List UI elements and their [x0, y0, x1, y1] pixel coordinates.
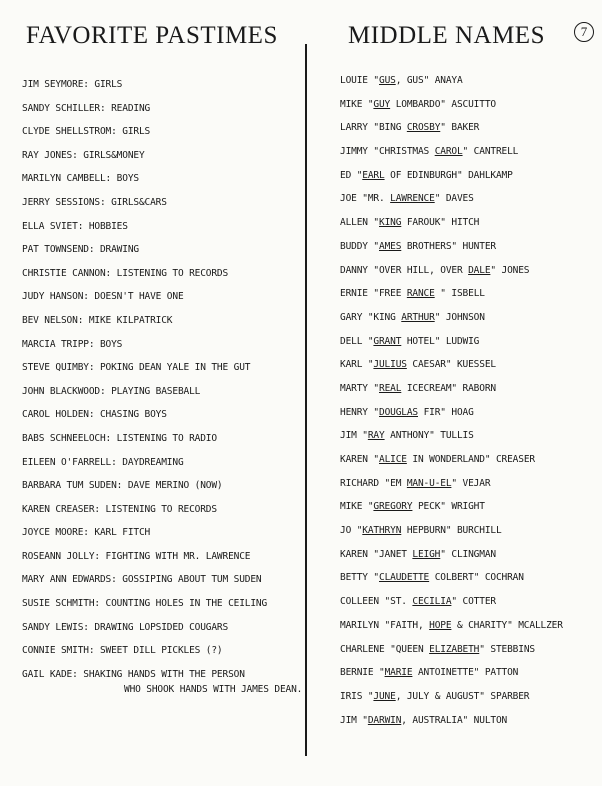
name-text: " BAKER [440, 122, 480, 134]
middle-name-entry [340, 99, 602, 123]
name-text: , AUSTRALIA" NULTON [401, 714, 508, 726]
name-text: DELL " [340, 335, 374, 347]
name-text: BUDDY " [340, 240, 379, 252]
underlined-name: DOUGLAS [379, 406, 418, 418]
underlined-name: JULIUS [373, 359, 407, 371]
middle-name-entry [340, 193, 602, 217]
pastime-entry: JOYCE MOORE: KARL FITCH [22, 527, 151, 539]
middle-name-entry [340, 501, 602, 525]
middle-name-entry [340, 146, 602, 170]
name-text: IRIS " [340, 690, 374, 702]
underlined-name: CECILIA [412, 596, 452, 608]
pastime-entry: SANDY SCHILLER: READING [22, 102, 151, 114]
pastime-entry: ROSEANN JOLLY: FIGHTING WITH MR. LAWRENCE [22, 550, 251, 562]
name-text: LOUIE " [340, 75, 379, 86]
name-text: FIR" HOAG [418, 406, 474, 418]
middle-name-entry [340, 549, 602, 573]
name-text: MARTY " [340, 382, 379, 394]
pastime-entry: SANDY LEWIS: DRAWING LOPSIDED COUGARS [22, 621, 229, 633]
pastime-entry: JUDY HANSON: DOESN'T HAVE ONE [22, 291, 184, 303]
name-text: COLLEEN "ST. [340, 596, 413, 608]
name-text: ALLEN " [340, 217, 379, 229]
underlined-name: JUNE [373, 690, 396, 702]
pastime-entry: KAREN CREASER: LISTENING TO RECORDS [22, 503, 217, 515]
underlined-name: LAWRENCE [390, 193, 435, 205]
pastime-entry: MARCIA TRIPP: BOYS [22, 338, 123, 350]
underlined-name: CROSBY [406, 122, 441, 134]
middle-name-entry [340, 454, 602, 478]
underlined-name: CLAUDETTE [379, 572, 430, 584]
middle-name-entry [340, 620, 602, 644]
underlined-name: ARTHUR [401, 311, 435, 323]
middle-name-entry [340, 312, 602, 336]
underlined-name: DALE [468, 264, 491, 276]
name-text: " JONES [490, 264, 530, 276]
middle-name-entry [340, 217, 602, 241]
pastime-entry: MARILYN CAMBELL: BOYS [22, 173, 139, 185]
name-text: , GUS" ANAYA [395, 75, 463, 86]
middle-name-entry [340, 359, 602, 383]
underlined-name: CAROL [434, 146, 463, 158]
underlined-name: DARWIN [367, 714, 402, 726]
name-text: & CHARITY" MCALLZER [451, 619, 563, 631]
underlined-name: LEIGH [412, 548, 441, 560]
name-text: " JOHNSON [434, 311, 485, 323]
middle-name-entry [340, 430, 602, 454]
middle-name-entry [340, 572, 602, 596]
underlined-name: EARL [362, 169, 385, 181]
middle-name-entry [340, 478, 602, 502]
name-text: GARY "KING [340, 311, 402, 323]
pastime-entry: CAROL HOLDEN: CHASING BOYS [22, 409, 167, 421]
middle-name-entry [340, 667, 602, 691]
underlined-name: AMES [379, 240, 402, 252]
name-text: " ISBELL [434, 288, 485, 300]
pastime-entry: SUSIE SCHMITH: COUNTING HOLES IN THE CEILING [22, 598, 268, 610]
name-text: BROTHERS" HUNTER [401, 240, 496, 252]
name-text: IN WONDERLAND" CREASER [406, 454, 535, 465]
page-number: 7 [574, 22, 594, 42]
name-text: JIMMY "CHRISTMAS [340, 146, 435, 158]
name-text: BERNIE " [340, 667, 385, 679]
name-text: KARL " [340, 359, 374, 371]
pastime-entry: BEV NELSON: MIKE KILPATRICK [22, 314, 173, 326]
name-text: HEPBURN" BURCHILL [401, 525, 502, 537]
underlined-name: ALICE [379, 454, 407, 465]
name-text: JOE "MR. [340, 193, 391, 205]
pastime-entry: JERRY SESSIONS: GIRLS&CARS [22, 196, 167, 208]
underlined-name: GREGORY [373, 501, 413, 513]
name-text: FAROUK" HITCH [401, 217, 480, 229]
underlined-name: KING [379, 217, 402, 229]
name-text: JIM " [340, 714, 368, 726]
name-text: CAESAR" KUESSEL [406, 359, 496, 371]
name-text: CHARLENE "QUEEN [340, 643, 430, 655]
pastime-entry: CONNIE SMITH: SWEET DILL PICKLES (?) [22, 645, 223, 657]
name-text: PECK" WRIGHT [412, 501, 485, 513]
pastime-entry: JIM SEYMORE: GIRLS [22, 79, 123, 90]
name-text: DANNY "OVER HILL, OVER [340, 264, 469, 276]
pastime-entry: MARY ANN EDWARDS: GOSSIPING ABOUT TUM SUDEN [22, 574, 262, 586]
name-text: HOTEL" LUDWIG [401, 335, 480, 347]
underlined-name: MAN-U-EL [406, 477, 452, 489]
name-text: KAREN "JANET [340, 548, 413, 560]
pastime-entry: CLYDE SHELLSTROM: GIRLS [22, 126, 151, 138]
underlined-name: MARIE [384, 667, 413, 679]
middle-names-list [340, 75, 602, 738]
underlined-name: RANCE [406, 288, 435, 300]
name-text: ICECREAM" RABORN [401, 382, 496, 394]
name-text: MIKE " [340, 98, 374, 110]
pastime-entry: RAY JONES: GIRLS&MONEY [22, 149, 145, 161]
pastime-entry-line: GAIL KADE: SHAKING HANDS WITH THE PERSON [22, 668, 245, 680]
underlined-name: GRANT [373, 335, 402, 347]
name-text: BETTY " [340, 572, 379, 584]
name-text: , JULY & AUGUST" SPARBER [395, 690, 530, 702]
name-text: " VEJAR [451, 477, 491, 489]
name-text: KAREN " [340, 454, 379, 465]
pastime-entry: BARBARA TUM SUDEN: DAVE MERINO (NOW) [22, 480, 223, 492]
middle-names-heading: MIDDLE NAMES [348, 22, 545, 49]
pastime-entry: BABS SCHNEELOCH: LISTENING TO RADIO [22, 432, 217, 444]
underlined-name: REAL [379, 382, 402, 394]
middle-name-entry [340, 336, 602, 360]
middle-name-entry [340, 644, 602, 668]
pastime-entry: EILEEN O'FARRELL: DAYDREAMING [22, 456, 184, 468]
name-text: MARILYN "FAITH, [340, 619, 430, 631]
middle-name-entry [340, 75, 602, 99]
pastime-entry: PAT TOWNSEND: DRAWING [22, 244, 139, 256]
name-text: ANTOINETTE" PATTON [412, 667, 519, 679]
pastime-entry: ELLA SVIET: HOBBIES [22, 220, 128, 232]
pastime-entry-continuation: WHO SHOOK HANDS WITH JAMES DEAN. [124, 683, 303, 695]
middle-name-entry [340, 265, 602, 289]
name-text: " STEBBINS [479, 643, 535, 655]
middle-name-entry [340, 383, 602, 407]
underlined-name: RAY [367, 430, 385, 442]
name-text: JIM " [340, 430, 368, 442]
underlined-name: GUS [379, 75, 396, 86]
favorite-pastimes-list [22, 79, 303, 695]
name-text: LOMBARDO" ASCUITTO [390, 98, 496, 110]
middle-name-entry [340, 596, 602, 620]
middle-name-entry [340, 691, 602, 715]
name-text: " CANTRELL [462, 146, 519, 158]
middle-name-entry [340, 407, 602, 431]
name-text: ERNIE "FREE [340, 288, 407, 300]
middle-name-entry [340, 525, 602, 549]
column-divider [305, 44, 307, 756]
middle-name-entry [340, 170, 602, 194]
name-text: OF EDINBURGH" DAHLKAMP [384, 169, 513, 181]
underlined-name: ELIZABETH [429, 643, 480, 655]
favorite-pastimes-heading: FAVORITE PASTIMES [26, 22, 278, 49]
underlined-name: KATHRYN [362, 525, 402, 537]
pastime-entry: STEVE QUIMBY: POKING DEAN YALE IN THE GUT [22, 362, 251, 374]
name-text: LARRY "BING [340, 122, 407, 134]
underlined-name: GUY [373, 98, 391, 110]
name-text: MIKE " [340, 501, 374, 513]
name-text: " COTTER [451, 596, 496, 608]
middle-name-entry [340, 122, 602, 146]
name-text: ED " [340, 169, 363, 181]
middle-name-entry [340, 241, 602, 265]
name-text: HENRY " [340, 406, 379, 418]
underlined-name: HOPE [429, 619, 452, 631]
pastime-entry [22, 668, 303, 695]
middle-name-entry [340, 288, 602, 312]
name-text: " DAVES [434, 193, 474, 205]
name-text: RICHARD "EM [340, 477, 407, 489]
pastime-entry: CHRISTIE CANNON: LISTENING TO RECORDS [22, 267, 229, 279]
name-text: " CLINGMAN [440, 548, 496, 560]
name-text: JO " [340, 525, 363, 537]
name-text: ANTHONY" TULLIS [384, 430, 474, 442]
middle-name-entry [340, 715, 602, 739]
name-text: COLBERT" COCHRAN [429, 572, 524, 584]
pastime-entry: JOHN BLACKWOOD: PLAYING BASEBALL [22, 385, 201, 397]
